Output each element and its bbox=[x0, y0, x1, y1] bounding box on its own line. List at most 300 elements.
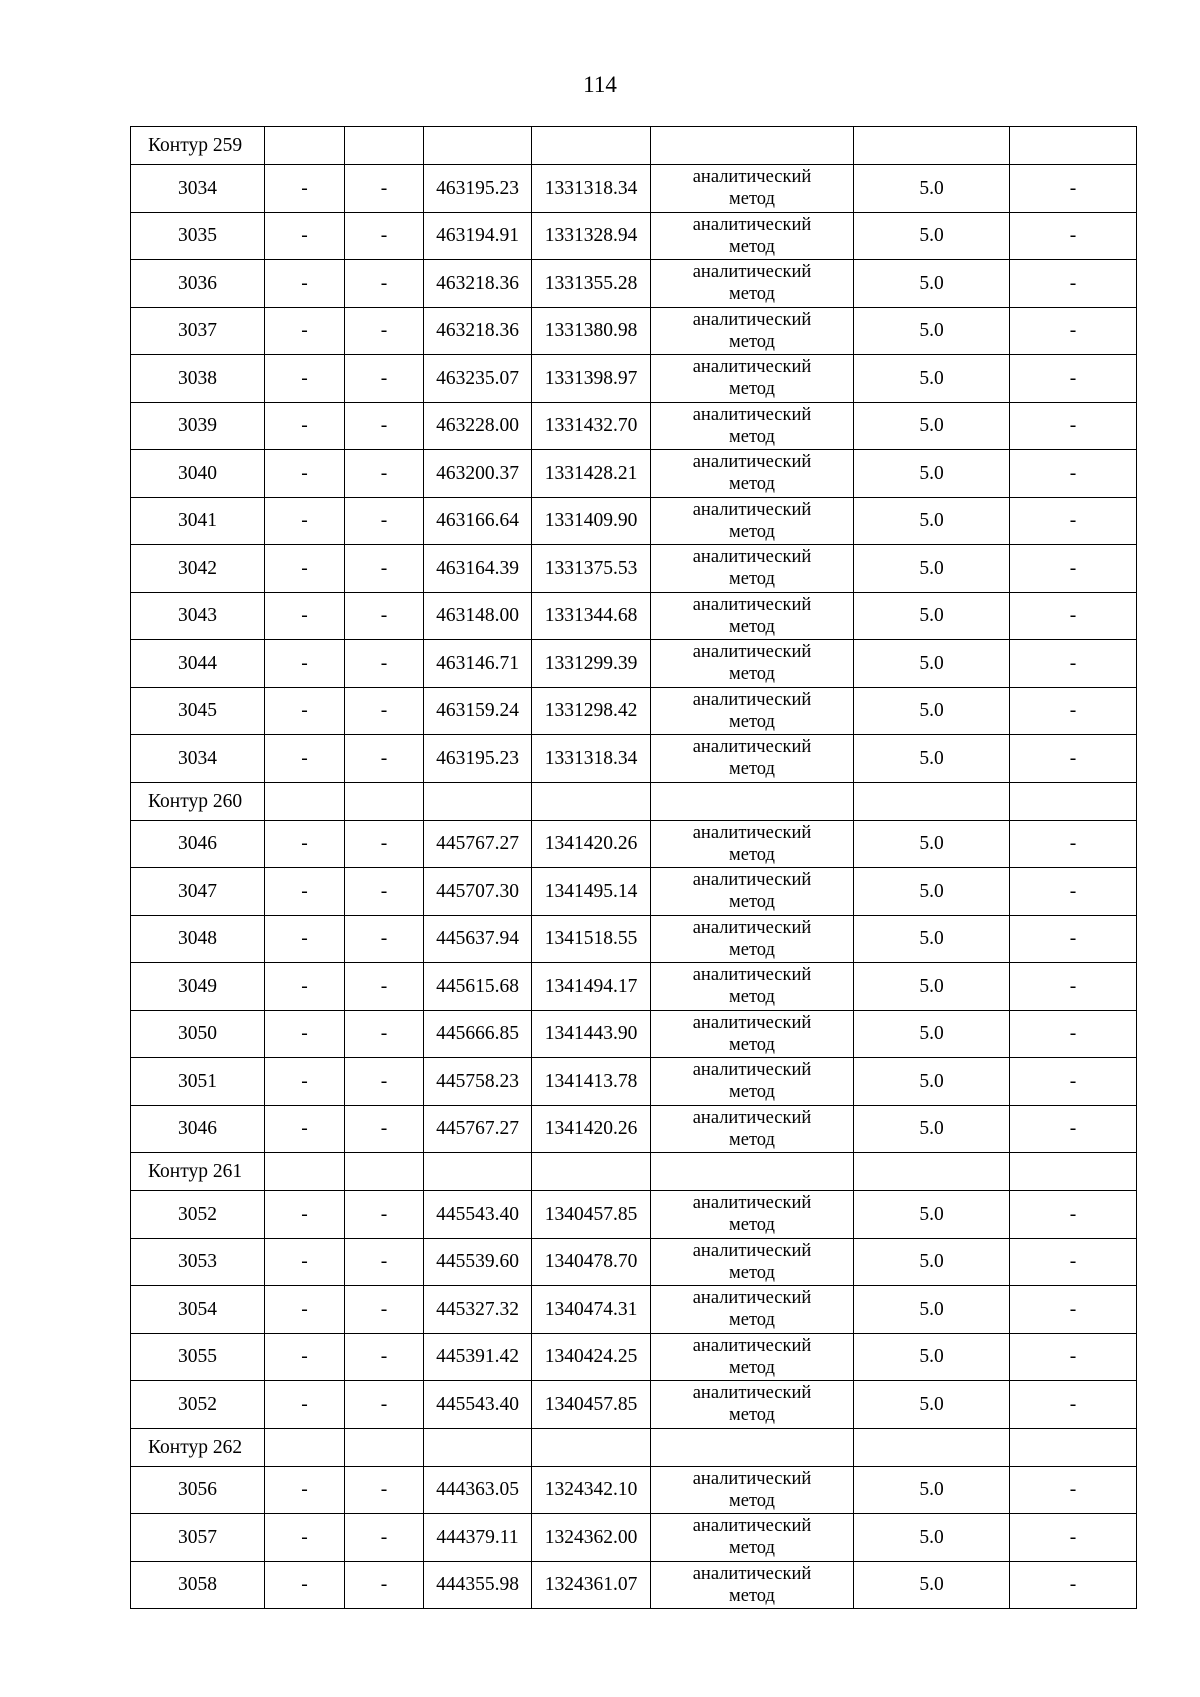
y-coordinate-cell: 1331355.28 bbox=[532, 260, 651, 308]
accuracy-cell: 5.0 bbox=[854, 915, 1010, 963]
method-line-1: аналитический bbox=[692, 1240, 812, 1261]
method-cell bbox=[651, 1381, 854, 1429]
y-coordinate-cell: 1340474.31 bbox=[532, 1286, 651, 1334]
table-row bbox=[131, 1191, 1137, 1239]
method-line-2: метод bbox=[729, 1585, 775, 1606]
y-coordinate-cell: 1341494.17 bbox=[532, 963, 651, 1011]
method-line-1: аналитический bbox=[692, 917, 812, 938]
empty-cell bbox=[265, 782, 345, 820]
y-coordinate-cell: 1331318.34 bbox=[532, 735, 651, 783]
method-line-1: аналитический bbox=[692, 1563, 812, 1584]
method-line-1: аналитический bbox=[692, 404, 812, 425]
empty-cell bbox=[265, 1153, 345, 1191]
point-number-cell: 3047 bbox=[131, 868, 265, 916]
table-row bbox=[131, 1010, 1137, 1058]
method-cell bbox=[651, 1238, 854, 1286]
c1-cell: - bbox=[265, 545, 345, 593]
empty-cell bbox=[854, 1428, 1010, 1466]
description-cell: - bbox=[1010, 402, 1137, 450]
point-number-cell: 3051 bbox=[131, 1058, 265, 1106]
c2-cell: - bbox=[345, 1381, 424, 1429]
coordinates-table bbox=[130, 126, 1137, 1609]
contour-label: Контур 262 bbox=[131, 1428, 265, 1466]
c2-cell: - bbox=[345, 735, 424, 783]
table-row bbox=[131, 165, 1137, 213]
method-cell bbox=[651, 355, 854, 403]
point-number-cell: 3039 bbox=[131, 402, 265, 450]
method-line-1: аналитический bbox=[692, 1193, 812, 1214]
method-cell bbox=[651, 1191, 854, 1239]
description-cell: - bbox=[1010, 1561, 1137, 1609]
c2-cell: - bbox=[345, 1514, 424, 1562]
c1-cell: - bbox=[265, 915, 345, 963]
empty-cell bbox=[1010, 1428, 1137, 1466]
description-cell: - bbox=[1010, 1238, 1137, 1286]
method-cell bbox=[651, 165, 854, 213]
point-number-cell: 3041 bbox=[131, 497, 265, 545]
table-row bbox=[131, 497, 1137, 545]
method-line-1: аналитический bbox=[692, 1383, 812, 1404]
accuracy-cell: 5.0 bbox=[854, 592, 1010, 640]
y-coordinate-cell: 1331428.21 bbox=[532, 450, 651, 498]
point-number-cell: 3050 bbox=[131, 1010, 265, 1058]
accuracy-cell: 5.0 bbox=[854, 165, 1010, 213]
x-coordinate-cell: 463200.37 bbox=[424, 450, 532, 498]
accuracy-cell: 5.0 bbox=[854, 735, 1010, 783]
c1-cell: - bbox=[265, 640, 345, 688]
method-cell bbox=[651, 212, 854, 260]
x-coordinate-cell: 463159.24 bbox=[424, 687, 532, 735]
method-cell bbox=[651, 1466, 854, 1514]
point-number-cell: 3058 bbox=[131, 1561, 265, 1609]
point-number-cell: 3046 bbox=[131, 1105, 265, 1153]
y-coordinate-cell: 1331344.68 bbox=[532, 592, 651, 640]
y-coordinate-cell: 1341495.14 bbox=[532, 868, 651, 916]
method-line-2: метод bbox=[729, 844, 775, 865]
method-line-2: метод bbox=[729, 284, 775, 305]
description-cell: - bbox=[1010, 355, 1137, 403]
method-cell bbox=[651, 640, 854, 688]
accuracy-cell: 5.0 bbox=[854, 1010, 1010, 1058]
description-cell: - bbox=[1010, 820, 1137, 868]
point-number-cell: 3056 bbox=[131, 1466, 265, 1514]
x-coordinate-cell: 445637.94 bbox=[424, 915, 532, 963]
x-coordinate-cell: 463166.64 bbox=[424, 497, 532, 545]
method-line-1: аналитический bbox=[692, 737, 812, 758]
c1-cell: - bbox=[265, 735, 345, 783]
description-cell: - bbox=[1010, 165, 1137, 213]
c2-cell: - bbox=[345, 165, 424, 213]
method-line-2: метод bbox=[729, 1538, 775, 1559]
accuracy-cell: 5.0 bbox=[854, 640, 1010, 688]
empty-cell bbox=[651, 1153, 854, 1191]
description-cell: - bbox=[1010, 212, 1137, 260]
y-coordinate-cell: 1331298.42 bbox=[532, 687, 651, 735]
point-number-cell: 3038 bbox=[131, 355, 265, 403]
c1-cell: - bbox=[265, 1466, 345, 1514]
accuracy-cell: 5.0 bbox=[854, 868, 1010, 916]
contour-label: Контур 259 bbox=[131, 127, 265, 165]
point-number-cell: 3034 bbox=[131, 165, 265, 213]
empty-cell bbox=[854, 1153, 1010, 1191]
c1-cell: - bbox=[265, 212, 345, 260]
method-line-2: метод bbox=[729, 331, 775, 352]
accuracy-cell: 5.0 bbox=[854, 963, 1010, 1011]
y-coordinate-cell: 1331299.39 bbox=[532, 640, 651, 688]
c1-cell: - bbox=[265, 1105, 345, 1153]
c2-cell: - bbox=[345, 355, 424, 403]
method-cell bbox=[651, 402, 854, 450]
empty-cell bbox=[424, 1428, 532, 1466]
empty-cell bbox=[1010, 1153, 1137, 1191]
point-number-cell: 3057 bbox=[131, 1514, 265, 1562]
table-row bbox=[131, 260, 1137, 308]
c2-cell: - bbox=[345, 915, 424, 963]
contour-header-row bbox=[131, 1153, 1137, 1191]
table-row bbox=[131, 1561, 1137, 1609]
description-cell: - bbox=[1010, 1381, 1137, 1429]
description-cell: - bbox=[1010, 640, 1137, 688]
y-coordinate-cell: 1324361.07 bbox=[532, 1561, 651, 1609]
table-row bbox=[131, 868, 1137, 916]
c2-cell: - bbox=[345, 1286, 424, 1334]
method-cell bbox=[651, 1333, 854, 1381]
description-cell: - bbox=[1010, 1514, 1137, 1562]
description-cell: - bbox=[1010, 450, 1137, 498]
table-row bbox=[131, 963, 1137, 1011]
accuracy-cell: 5.0 bbox=[854, 687, 1010, 735]
empty-cell bbox=[651, 127, 854, 165]
y-coordinate-cell: 1331318.34 bbox=[532, 165, 651, 213]
table-row bbox=[131, 640, 1137, 688]
point-number-cell: 3055 bbox=[131, 1333, 265, 1381]
table-row bbox=[131, 592, 1137, 640]
method-line-2: метод bbox=[729, 1262, 775, 1283]
empty-cell bbox=[424, 1153, 532, 1191]
accuracy-cell: 5.0 bbox=[854, 260, 1010, 308]
method-line-2: метод bbox=[729, 569, 775, 590]
c1-cell: - bbox=[265, 1514, 345, 1562]
c2-cell: - bbox=[345, 1333, 424, 1381]
y-coordinate-cell: 1331375.53 bbox=[532, 545, 651, 593]
accuracy-cell: 5.0 bbox=[854, 820, 1010, 868]
x-coordinate-cell: 445666.85 bbox=[424, 1010, 532, 1058]
c2-cell: - bbox=[345, 640, 424, 688]
x-coordinate-cell: 445707.30 bbox=[424, 868, 532, 916]
c1-cell: - bbox=[265, 497, 345, 545]
method-line-1: аналитический bbox=[692, 1516, 812, 1537]
method-cell bbox=[651, 1561, 854, 1609]
c1-cell: - bbox=[265, 820, 345, 868]
x-coordinate-cell: 445391.42 bbox=[424, 1333, 532, 1381]
empty-cell bbox=[532, 127, 651, 165]
method-cell bbox=[651, 1105, 854, 1153]
empty-cell bbox=[854, 127, 1010, 165]
c1-cell: - bbox=[265, 450, 345, 498]
y-coordinate-cell: 1341420.26 bbox=[532, 820, 651, 868]
page-number: 114 bbox=[583, 72, 617, 97]
accuracy-cell: 5.0 bbox=[854, 1238, 1010, 1286]
c2-cell: - bbox=[345, 963, 424, 1011]
contour-label: Контур 260 bbox=[131, 782, 265, 820]
x-coordinate-cell: 445539.60 bbox=[424, 1238, 532, 1286]
table-row bbox=[131, 1333, 1137, 1381]
c2-cell: - bbox=[345, 1058, 424, 1106]
x-coordinate-cell: 445758.23 bbox=[424, 1058, 532, 1106]
method-line-2: метод bbox=[729, 616, 775, 637]
description-cell: - bbox=[1010, 687, 1137, 735]
c2-cell: - bbox=[345, 868, 424, 916]
method-cell bbox=[651, 735, 854, 783]
point-number-cell: 3054 bbox=[131, 1286, 265, 1334]
x-coordinate-cell: 445767.27 bbox=[424, 820, 532, 868]
method-cell bbox=[651, 1058, 854, 1106]
x-coordinate-cell: 463218.36 bbox=[424, 260, 532, 308]
c1-cell: - bbox=[265, 963, 345, 1011]
c2-cell: - bbox=[345, 450, 424, 498]
table-row bbox=[131, 355, 1137, 403]
method-line-2: метод bbox=[729, 1490, 775, 1511]
c2-cell: - bbox=[345, 1466, 424, 1514]
method-line-1: аналитический bbox=[692, 870, 812, 891]
point-number-cell: 3037 bbox=[131, 307, 265, 355]
empty-cell bbox=[532, 1153, 651, 1191]
accuracy-cell: 5.0 bbox=[854, 497, 1010, 545]
method-line-2: метод bbox=[729, 1034, 775, 1055]
empty-cell bbox=[345, 1428, 424, 1466]
y-coordinate-cell: 1340457.85 bbox=[532, 1381, 651, 1429]
method-cell bbox=[651, 497, 854, 545]
accuracy-cell: 5.0 bbox=[854, 1286, 1010, 1334]
method-cell bbox=[651, 592, 854, 640]
c2-cell: - bbox=[345, 820, 424, 868]
method-cell bbox=[651, 820, 854, 868]
y-coordinate-cell: 1331380.98 bbox=[532, 307, 651, 355]
empty-cell bbox=[345, 782, 424, 820]
y-coordinate-cell: 1331398.97 bbox=[532, 355, 651, 403]
c1-cell: - bbox=[265, 687, 345, 735]
c1-cell: - bbox=[265, 1010, 345, 1058]
description-cell: - bbox=[1010, 963, 1137, 1011]
x-coordinate-cell: 463146.71 bbox=[424, 640, 532, 688]
point-number-cell: 3040 bbox=[131, 450, 265, 498]
method-line-1: аналитический bbox=[692, 822, 812, 843]
c2-cell: - bbox=[345, 1238, 424, 1286]
method-line-2: метод bbox=[729, 236, 775, 257]
accuracy-cell: 5.0 bbox=[854, 1381, 1010, 1429]
method-cell bbox=[651, 1010, 854, 1058]
empty-cell bbox=[1010, 782, 1137, 820]
description-cell: - bbox=[1010, 1466, 1137, 1514]
y-coordinate-cell: 1341443.90 bbox=[532, 1010, 651, 1058]
c1-cell: - bbox=[265, 1191, 345, 1239]
method-line-1: аналитический bbox=[692, 547, 812, 568]
x-coordinate-cell: 463228.00 bbox=[424, 402, 532, 450]
x-coordinate-cell: 444355.98 bbox=[424, 1561, 532, 1609]
accuracy-cell: 5.0 bbox=[854, 1105, 1010, 1153]
accuracy-cell: 5.0 bbox=[854, 1191, 1010, 1239]
contour-header-row bbox=[131, 127, 1137, 165]
c2-cell: - bbox=[345, 592, 424, 640]
coordinates-table-body bbox=[131, 127, 1137, 1609]
y-coordinate-cell: 1340424.25 bbox=[532, 1333, 651, 1381]
method-line-1: аналитический bbox=[692, 499, 812, 520]
x-coordinate-cell: 463195.23 bbox=[424, 735, 532, 783]
point-number-cell: 3052 bbox=[131, 1191, 265, 1239]
accuracy-cell: 5.0 bbox=[854, 1466, 1010, 1514]
empty-cell bbox=[532, 782, 651, 820]
point-number-cell: 3034 bbox=[131, 735, 265, 783]
description-cell: - bbox=[1010, 1286, 1137, 1334]
c2-cell: - bbox=[345, 1105, 424, 1153]
table-row bbox=[131, 1381, 1137, 1429]
x-coordinate-cell: 445615.68 bbox=[424, 963, 532, 1011]
table-row bbox=[131, 915, 1137, 963]
method-line-1: аналитический bbox=[692, 689, 812, 710]
c1-cell: - bbox=[265, 1561, 345, 1609]
table-row bbox=[131, 1286, 1137, 1334]
empty-cell bbox=[265, 127, 345, 165]
accuracy-cell: 5.0 bbox=[854, 212, 1010, 260]
method-cell bbox=[651, 687, 854, 735]
empty-cell bbox=[651, 1428, 854, 1466]
c1-cell: - bbox=[265, 402, 345, 450]
empty-cell bbox=[1010, 127, 1137, 165]
point-number-cell: 3044 bbox=[131, 640, 265, 688]
c2-cell: - bbox=[345, 260, 424, 308]
contour-label: Контур 261 bbox=[131, 1153, 265, 1191]
empty-cell bbox=[424, 782, 532, 820]
c2-cell: - bbox=[345, 212, 424, 260]
accuracy-cell: 5.0 bbox=[854, 450, 1010, 498]
description-cell: - bbox=[1010, 1010, 1137, 1058]
method-line-2: метод bbox=[729, 664, 775, 685]
point-number-cell: 3045 bbox=[131, 687, 265, 735]
point-number-cell: 3042 bbox=[131, 545, 265, 593]
empty-cell bbox=[345, 1153, 424, 1191]
method-line-2: метод bbox=[729, 711, 775, 732]
c2-cell: - bbox=[345, 687, 424, 735]
x-coordinate-cell: 463218.36 bbox=[424, 307, 532, 355]
description-cell: - bbox=[1010, 260, 1137, 308]
description-cell: - bbox=[1010, 868, 1137, 916]
c1-cell: - bbox=[265, 307, 345, 355]
method-line-1: аналитический bbox=[692, 642, 812, 663]
point-number-cell: 3049 bbox=[131, 963, 265, 1011]
accuracy-cell: 5.0 bbox=[854, 1561, 1010, 1609]
empty-cell bbox=[265, 1428, 345, 1466]
table-row bbox=[131, 545, 1137, 593]
description-cell: - bbox=[1010, 592, 1137, 640]
c1-cell: - bbox=[265, 355, 345, 403]
accuracy-cell: 5.0 bbox=[854, 545, 1010, 593]
method-cell bbox=[651, 1286, 854, 1334]
table-row bbox=[131, 735, 1137, 783]
empty-cell bbox=[345, 127, 424, 165]
description-cell: - bbox=[1010, 1191, 1137, 1239]
empty-cell bbox=[651, 782, 854, 820]
point-number-cell: 3048 bbox=[131, 915, 265, 963]
c1-cell: - bbox=[265, 1333, 345, 1381]
method-cell bbox=[651, 963, 854, 1011]
method-line-1: аналитический bbox=[692, 1107, 812, 1128]
y-coordinate-cell: 1340457.85 bbox=[532, 1191, 651, 1239]
method-line-2: метод bbox=[729, 379, 775, 400]
accuracy-cell: 5.0 bbox=[854, 1333, 1010, 1381]
c1-cell: - bbox=[265, 592, 345, 640]
description-cell: - bbox=[1010, 1333, 1137, 1381]
method-cell bbox=[651, 915, 854, 963]
method-cell bbox=[651, 260, 854, 308]
table-row bbox=[131, 1466, 1137, 1514]
description-cell: - bbox=[1010, 1105, 1137, 1153]
x-coordinate-cell: 445767.27 bbox=[424, 1105, 532, 1153]
x-coordinate-cell: 463164.39 bbox=[424, 545, 532, 593]
y-coordinate-cell: 1331409.90 bbox=[532, 497, 651, 545]
method-line-1: аналитический bbox=[692, 262, 812, 283]
point-number-cell: 3052 bbox=[131, 1381, 265, 1429]
y-coordinate-cell: 1340478.70 bbox=[532, 1238, 651, 1286]
point-number-cell: 3043 bbox=[131, 592, 265, 640]
method-line-1: аналитический bbox=[692, 357, 812, 378]
method-line-1: аналитический bbox=[692, 1335, 812, 1356]
method-line-1: аналитический bbox=[692, 214, 812, 235]
y-coordinate-cell: 1331328.94 bbox=[532, 212, 651, 260]
y-coordinate-cell: 1324342.10 bbox=[532, 1466, 651, 1514]
description-cell: - bbox=[1010, 735, 1137, 783]
method-line-2: метод bbox=[729, 892, 775, 913]
c2-cell: - bbox=[345, 1191, 424, 1239]
table-row bbox=[131, 212, 1137, 260]
c1-cell: - bbox=[265, 1381, 345, 1429]
y-coordinate-cell: 1341413.78 bbox=[532, 1058, 651, 1106]
method-line-1: аналитический bbox=[692, 1288, 812, 1309]
c2-cell: - bbox=[345, 307, 424, 355]
method-line-1: аналитический bbox=[692, 1012, 812, 1033]
method-line-2: метод bbox=[729, 1357, 775, 1378]
c1-cell: - bbox=[265, 1058, 345, 1106]
empty-cell bbox=[854, 782, 1010, 820]
c1-cell: - bbox=[265, 165, 345, 213]
x-coordinate-cell: 445543.40 bbox=[424, 1191, 532, 1239]
table-row bbox=[131, 820, 1137, 868]
method-cell bbox=[651, 545, 854, 593]
table-row bbox=[131, 1058, 1137, 1106]
description-cell: - bbox=[1010, 1058, 1137, 1106]
accuracy-cell: 5.0 bbox=[854, 307, 1010, 355]
y-coordinate-cell: 1331432.70 bbox=[532, 402, 651, 450]
method-line-1: аналитический bbox=[692, 309, 812, 330]
description-cell: - bbox=[1010, 545, 1137, 593]
method-cell bbox=[651, 450, 854, 498]
description-cell: - bbox=[1010, 915, 1137, 963]
table-row bbox=[131, 1238, 1137, 1286]
accuracy-cell: 5.0 bbox=[854, 1058, 1010, 1106]
empty-cell bbox=[532, 1428, 651, 1466]
y-coordinate-cell: 1324362.00 bbox=[532, 1514, 651, 1562]
method-line-2: метод bbox=[729, 189, 775, 210]
method-line-2: метод bbox=[729, 1215, 775, 1236]
table-row bbox=[131, 1105, 1137, 1153]
x-coordinate-cell: 463194.91 bbox=[424, 212, 532, 260]
c2-cell: - bbox=[345, 1010, 424, 1058]
method-line-2: метод bbox=[729, 1082, 775, 1103]
method-line-2: метод bbox=[729, 987, 775, 1008]
c1-cell: - bbox=[265, 1286, 345, 1334]
y-coordinate-cell: 1341518.55 bbox=[532, 915, 651, 963]
c1-cell: - bbox=[265, 260, 345, 308]
x-coordinate-cell: 463235.07 bbox=[424, 355, 532, 403]
